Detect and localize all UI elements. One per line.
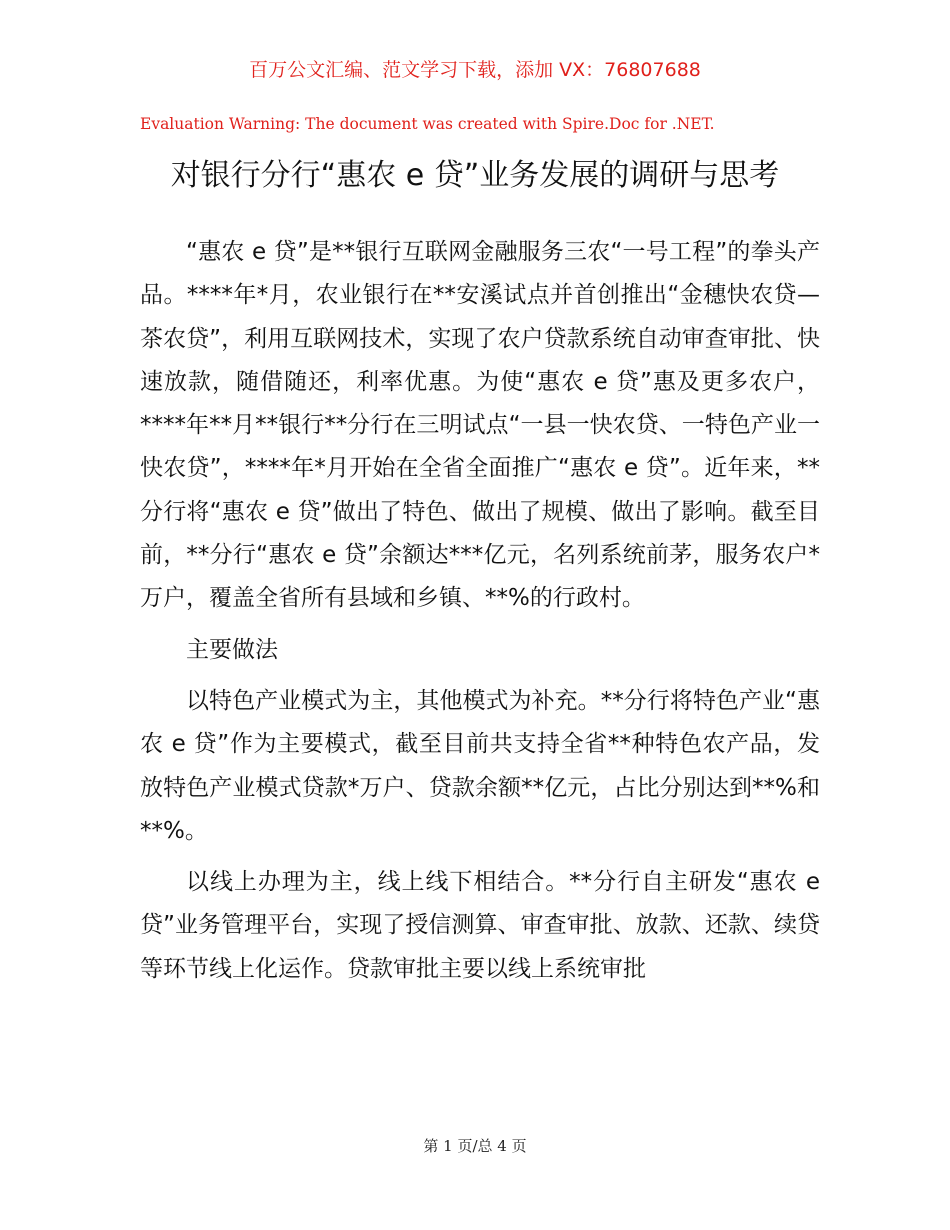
paragraph-online-processing: 以线上办理为主，线上线下相结合。**分行自主研发“惠农 e 贷”业务管理平台，实现了授信测算、审查审批、放款、还款、续贷等环节线上化运作。贷款审批主要以线上系统审批	[140, 869, 820, 982]
section-heading-main-practices: 主要做法	[186, 636, 278, 663]
document-title: 对银行分行“惠农 e 贷”业务发展的调研与思考	[170, 158, 780, 193]
document-body	[140, 231, 820, 991]
page-indicator: 第 1 页/总 4 页	[423, 1137, 527, 1155]
promo-banner: 百万公文汇编、范文学习下载，添加 VX：76807688	[249, 59, 701, 81]
evaluation-warning: Evaluation Warning: The document was created with Spire.Doc for .NET.	[140, 115, 715, 133]
paragraph-industry-model: 以特色产业模式为主，其他模式为补充。**分行将特色产业“惠农 e 贷”作为主要模式，截至目前共支持全省**种特色农产品，发放特色产业模式贷款*万户、贷款余额**亿元，占比分别达到**%和**%。	[140, 687, 820, 844]
paragraph-intro: “惠农 e 贷”是**银行互联网金融服务三农“一号工程”的拳头产品。****年*月，农业银行在**安溪试点并首创推出“金穗快农贷—茶农贷”，利用互联网技术，实现了农户贷款系统自动审查审批、快速放款，随借随还，利率优惠。为使“惠农 e 贷”惠及更多农户，****年**月**银行**分行在三明试点“一县一快农贷、一特色产业一快农贷”，****年*月开始在全省全面推广“惠农 e 贷”。近年来，**分行将“惠农 e 贷”做出了特色、做出了规模、做出了影响。截至目前，**分行“惠农 e 贷”余额达***亿元，名列系统前茅，服务农户*万户，覆盖全省所有县域和乡镇、**%的行政村。	[140, 239, 820, 612]
